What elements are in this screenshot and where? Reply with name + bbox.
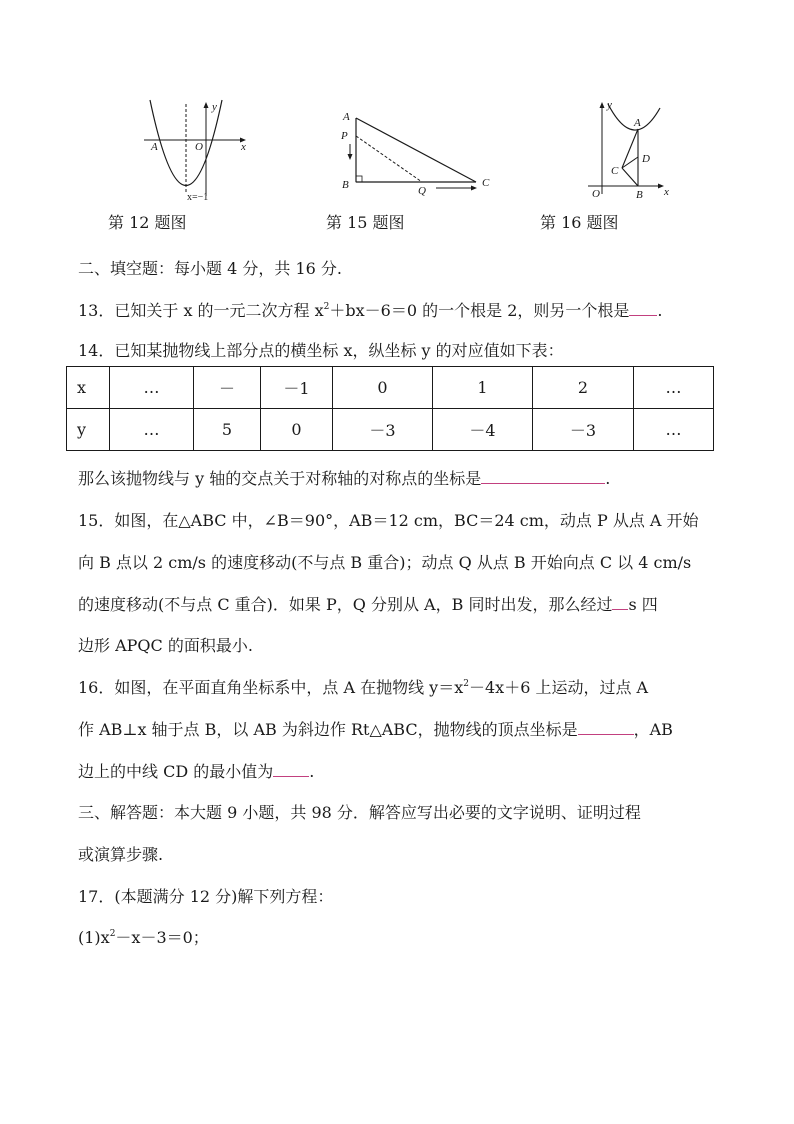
- fig12-caption: 第 12 题图: [108, 213, 187, 232]
- q15-line-4: 边形 APQC 的面积最小.: [78, 636, 253, 655]
- q13-answer-blank[interactable]: [629, 301, 657, 316]
- fig16-caption: 第 16 题图: [540, 213, 619, 232]
- fig16-label-d: D: [642, 153, 650, 165]
- fig12-label-a: A: [151, 141, 158, 153]
- fig12-label-o: O: [195, 141, 203, 153]
- q15-line-1: 15．如图，在△ABC 中，∠B＝90°，AB＝12 cm，BC＝24 cm，动点 P 从点 A 开始: [78, 511, 699, 530]
- fig12-label-y: y: [212, 101, 217, 113]
- q17-part-1: [78, 925, 209, 948]
- q16-line-2-end: ，AB: [633, 720, 673, 739]
- fig15-label-b: B: [342, 179, 349, 191]
- q16-line-1-end: －4x＋6 上运动，过点 A: [468, 678, 649, 697]
- table-cell: 1: [433, 367, 533, 409]
- question-17-title: 17．(本题满分 12 分)解下列方程：: [78, 887, 334, 906]
- table-cell: …: [110, 367, 194, 409]
- fig16-label-b: B: [636, 189, 643, 201]
- q14-followup-text: 那么该抛物线与 y 轴的交点关于对称轴的对称点的坐标是: [78, 469, 482, 488]
- q14-table-row-x: [67, 367, 714, 409]
- q13-text-2: ＋bx－6＝0 的一个根是 2，则另一个根是: [329, 301, 630, 320]
- q14-table-row-y: [67, 409, 714, 451]
- table-cell: 0: [261, 409, 333, 451]
- q14-followup-end: .: [605, 469, 611, 488]
- table-cell: 0: [333, 367, 433, 409]
- section-2-heading: 二、填空题：每小题 4 分，共 16 分.: [78, 259, 342, 278]
- question-14: 14．已知某抛物线上部分点的横坐标 x，纵坐标 y 的对应值如下表：: [78, 341, 564, 360]
- q15-answer-blank[interactable]: [612, 595, 628, 610]
- q16-line-1: [78, 675, 648, 698]
- figure-15: [336, 106, 496, 196]
- question-13: [78, 298, 662, 321]
- q16-superscript: 2: [463, 679, 469, 689]
- q16-line-2: [78, 717, 673, 740]
- q13-text-1: 13．已知关于 x 的一元二次方程 x: [78, 301, 324, 320]
- fig12-label-axis: x=−1: [187, 192, 209, 203]
- table-cell: …: [110, 409, 194, 451]
- table-cell: …: [634, 409, 714, 451]
- q15-line-3-text: 的速度移动(不与点 C 重合)．如果 P，Q 分别从 A，B 同时出发，那么经过: [78, 595, 613, 614]
- table-cell: －3: [333, 409, 433, 451]
- fig16-label-c: C: [611, 165, 619, 177]
- table-cell: 5: [194, 409, 261, 451]
- q15-line-3: [78, 592, 658, 615]
- fig16-label-o: O: [592, 188, 600, 200]
- q14-answer-blank[interactable]: [481, 469, 605, 484]
- q14-header-y: y: [67, 409, 110, 451]
- q15-line-2: 向 B 点以 2 cm/s 的速度移动(不与点 B 重合)；动点 Q 从点 B 开始向点 C 以 4 cm/s: [78, 553, 692, 572]
- q16-line-1-text: 16．如图，在平面直角坐标系中，点 A 在抛物线 y＝x: [78, 678, 464, 697]
- fig15-label-a: A: [343, 111, 350, 123]
- q17-part-1-text: (1)x: [78, 928, 110, 947]
- q16-line-3: [78, 759, 314, 782]
- table-cell: …: [634, 367, 714, 409]
- section-3-heading: 三、解答题：本大题 9 小题，共 98 分．解答应写出必要的文字说明、证明过程: [78, 803, 641, 822]
- q13-text-3: .: [657, 301, 663, 320]
- fig16-label-a: A: [634, 117, 641, 129]
- q15-line-3-end: s 四: [628, 595, 658, 614]
- fig16-label-y: y: [607, 99, 612, 111]
- fig15-label-c: C: [482, 177, 490, 189]
- figure-16: [584, 96, 674, 206]
- q16-line-2-text: 作 AB⊥x 轴于点 B，以 AB 为斜边作 Rt△ABC，抛物线的顶点坐标是: [78, 720, 578, 739]
- fig15-caption: 第 15 题图: [326, 213, 405, 232]
- fig15-label-p: P: [341, 130, 348, 142]
- fig12-label-x: x: [241, 141, 246, 153]
- q16-vertex-answer-blank[interactable]: [578, 720, 634, 735]
- table-cell: －4: [433, 409, 533, 451]
- q13-superscript: 2: [323, 302, 330, 312]
- q14-header-x: x: [67, 367, 110, 409]
- table-cell: 2: [533, 367, 634, 409]
- section-3-heading-cont: 或演算步骤.: [78, 845, 164, 864]
- table-cell: －: [194, 367, 261, 409]
- table-cell: －1: [261, 367, 333, 409]
- fig16-label-x: x: [664, 186, 669, 198]
- q14-followup: [78, 466, 610, 489]
- q17-part-1-end: －x－3＝0；: [115, 928, 209, 947]
- fig15-label-q: Q: [418, 185, 426, 196]
- figure-12: [138, 96, 258, 206]
- table-cell: －3: [533, 409, 634, 451]
- q17-superscript: 2: [109, 929, 116, 939]
- q16-cd-answer-blank[interactable]: [273, 762, 309, 777]
- q14-value-table: [66, 366, 714, 451]
- q16-line-3-text: 边上的中线 CD 的最小值为: [78, 762, 274, 781]
- q16-line-3-end: .: [309, 762, 315, 781]
